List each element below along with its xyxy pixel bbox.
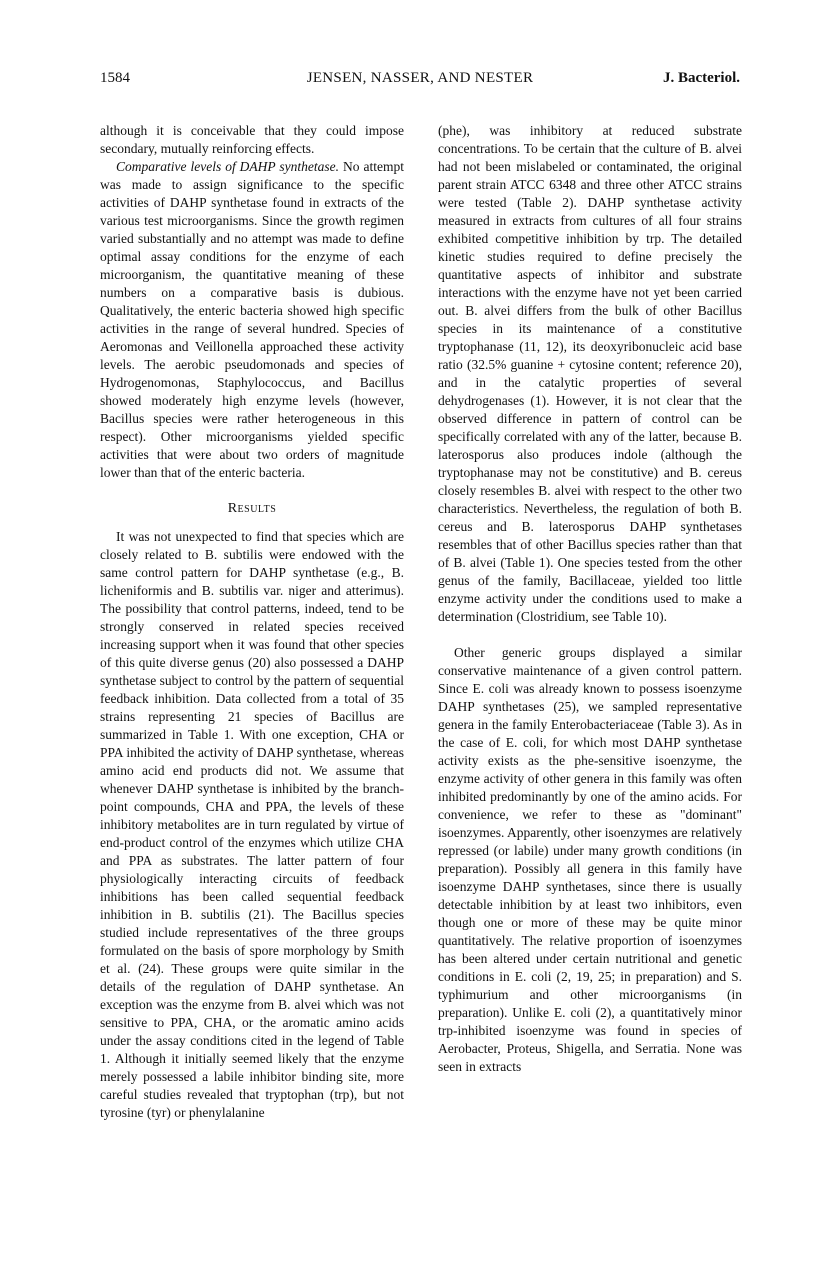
right-column: [438, 122, 742, 1076]
page-number: 1584: [100, 70, 130, 86]
paragraph-heading: Comparative levels of DAHP synthetase.: [116, 159, 340, 174]
paragraph-body: No attempt was made to assign significance to the specific activities of DAHP synthetase found in extracts of the various test microorganisms. Since the growth regimen varied substantially and no attempt was made to define optimal assay conditions for the enzyme of each microorganism, the quantitative meaning of these numbers on a comparative basis is dubious. Qualitatively, the enteric bacteria showed high specific activities in the range of several hundred. Species of Aeromonas and Veillonella approached these activity levels. The aerobic pseudomonads and species of Hydrogenomonas, Staphylococcus, and Bacillus showed moderately high enzyme levels (however, Bacillus species were rather heterogeneous in this respect). Other microorganisms yielded specific activities that were about two orders of magnitude lower than that of the enteric bacteria.: [100, 159, 404, 480]
paragraph: It was not unexpected to find that species which are closely related to B. subtilis were endowed with the same control pattern for DAHP synthetase (e.g., B. licheniformis and B. subtilis var. niger and atterimus). The possibility that control patterns, indeed, tend to be strongly conserved in related species received increasing support when it was found that other species of this quite diverse genus (20) also possessed a DAHP synthetase subject to control by the pattern of sequential feedback inhibition. Data collected from a total of 35 strains representing 21 species of Bacillus are summarized in Table 1. With one exception, CHA or PPA inhibited the activity of DAHP synthetase, whereas amino acid end products did not. We assume that whenever DAHP synthetase is inhibited by the branch-point compounds, CHA and PPA, the levels of these inhibitory metabolites are in turn regulated by virtue of end-product control of the enzymes which utilize CHA and PPA as substrates. The latter pattern of four physiologically interacting circuits of feedback inhibitions has been called sequential feedback inhibition in B. subtilis (21). The Bacillus species studied include representatives of the three groups formulated on the basis of spore morphology by Smith et al. (24). These groups were quite similar in the details of the regulation of DAHP synthetase. An exception was the enzyme from B. alvei which was not sensitive to PPA, CHA, or the aromatic amino acids under the assay conditions cited in the legend of Table 1. Although it initially seemed likely that the enzyme merely possessed a labile inhibitor binding site, more careful studies revealed that tryptophan (trp), but not tyrosine (tyr) or phenylalanine: [100, 529, 404, 1120]
running-authors: JENSEN, NASSER, AND NESTER: [306, 70, 534, 86]
journal-name: J. Bacteriol.: [662, 70, 740, 86]
paragraph: [100, 158, 404, 482]
paragraph: (phe), was inhibitory at reduced substrate concentrations. To be certain that the culture of B. alvei had not been mislabeled or contaminated, the original parent strain ATCC 6348 and three other ATCC strains were tested (Table 2). DAHP synthetase activity measured in extracts from cultures of all four strains exhibited competitive inhibition by trp. The detailed kinetic studies required to define precisely the quantitative aspects of inhibitor and substrate interactions with the enzyme have not yet been carried out. B. alvei differs from the bulk of other Bacillus species in its maintenance of a constitutive tryptophanase (11, 12), its deoxyribonucleic acid base ratio (32.5% guanine + cytosine content; reference 20), and in the catalytic properties of several dehydrogenases (1). However, it is not clear that the observed difference in pattern of control can be specifically correlated with any of the latter, because B. laterosporus also produces indole (although the tryptophanase may not be constitutive) and B. cereus closely resembles B. alvei with respect to the other two characteristics. Nevertheless, the regulation of both B. cereus and B. laterosporus DAHP synthetases resembles that of other Bacillus species rather than that of B. alvei (Table 1). One species tested from the other genus of the family, Bacillaceae, yielded too little enzyme activity under the conditions used to make a determination (Clostridium, see Table 10).: [438, 123, 742, 624]
paragraph: although it is conceivable that they could impose secondary, mutually reinforcing effects.: [100, 123, 404, 156]
running-header: [100, 70, 740, 92]
section-heading: Results: [227, 501, 277, 516]
left-column: [100, 122, 404, 1122]
paragraph: Other generic groups displayed a similar conservative maintenance of a given control pattern. Since E. coli was already known to possess isoenzyme DAHP synthetases (25), we sampled representative genera in the family Enterobacteriaceae (Table 3). As in the case of E. coli, for which most DAHP synthetase activity exists as the phe-sensitive isoenzyme, the enzyme activity of other genera in this family was often inhibited predominantly by one of the amino acids. For convenience, we refer to these as "dominant" isoenzymes. Apparently, other isoenzymes are relatively repressed (or labile) under many growth conditions (in preparation). Possibly all genera in this family have isoenzyme DAHP synthetases, since there is usually detectable inhibition by at least two inhibitors, even though one or more of these may be quite minor quantitatively. The relative proportion of isoenzymes has been altered under certain nutritional and genetic conditions in E. coli (2, 19, 25; in preparation) and S. typhimurium and other microorganisms (in preparation). Unlike E. coli (2), a quantitatively minor trp-inhibited isoenzyme was found in species of Aerobacter, Proteus, Shigella, and Serratia. None was seen in extracts: [438, 645, 742, 1074]
